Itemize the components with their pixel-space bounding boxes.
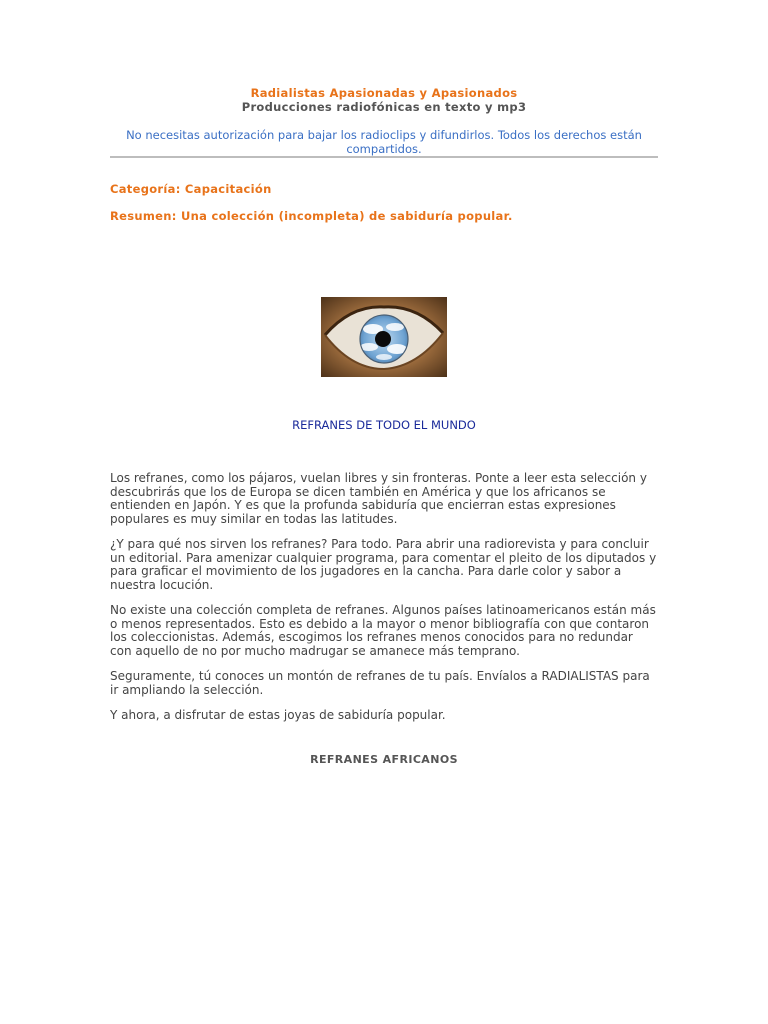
paragraph-5: Y ahora, a disfrutar de estas joyas de sabiduría popular.: [110, 708, 446, 722]
paragraph-2: ¿Y para qué nos sirven los refranes? Para todo. Para abrir una radiorevista y para concluir un editorial. Para amenizar cualquier programa, para comentar el pleito de los diputados y para graficar el movimiento de los jugadores en la cancha. Para darle color y sabor a nuestra locución.: [110, 537, 657, 592]
paragraph-3: No existe una colección completa de refranes. Algunos países latinoamericanos están más o menos representados. Esto es debido a la mayor o menor bibliografía con que contaron los coleccionistas. Además, escogimos los refranes menos conocidos para no redundar con aquello de no por mucho madrugar se amanece más temprano.: [110, 603, 656, 658]
article-body: [110, 472, 658, 735]
eye-illustration: [321, 297, 447, 377]
site-title: Radialistas Apasionadas y Apasionados: [250, 86, 518, 100]
section-heading-african: REFRANES AFRICANOS: [310, 753, 458, 766]
category-label: Categoría: Capacitación: [110, 182, 272, 196]
paragraph-1: Los refranes, como los pájaros, vuelan libres y sin fronteras. Ponte a leer esta selección y descubrirás que los de Europa se dicen también en América y que los africanos se entienden en Japón. Y es que la profunda sabiduría que encierran estas expresiones populares es muy similar en todas las latitudes.: [110, 471, 647, 526]
article-title: REFRANES DE TODO EL MUNDO: [292, 418, 476, 432]
paragraph-4: Seguramente, tú conoces un montón de refranes de tu país. Envíalos a RADIALISTAS para ir ampliando la selección.: [110, 669, 650, 697]
header-divider: [110, 156, 658, 158]
summary-label: Resumen: Una colección (incompleta) de sabiduría popular.: [110, 209, 513, 223]
rights-notice: No necesitas autorización para bajar los radioclips y difundirlos. Todos los derechos están compartidos.: [126, 128, 642, 156]
site-subtitle: Producciones radiofónicas en texto y mp3: [241, 100, 527, 114]
